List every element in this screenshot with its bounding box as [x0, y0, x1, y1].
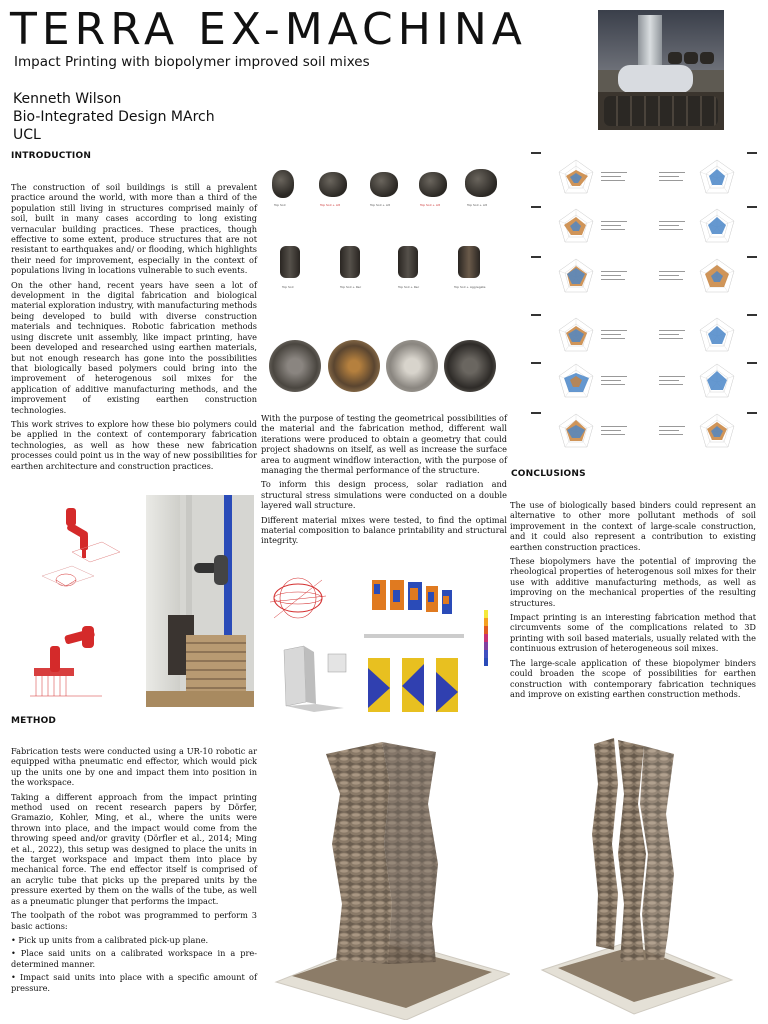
design-paragraph: To inform this design process, solar radiation and structural stress simulations were conducted on a double layered wall structure. — [261, 479, 507, 511]
sample-caption: Top Soil + Aggregate — [454, 285, 486, 289]
macro-photos-figure — [262, 336, 506, 394]
introduction-heading: INTRODUCTION — [11, 151, 92, 161]
radar-chart — [559, 160, 593, 193]
radar-charts-grid — [531, 150, 758, 454]
radar-chart — [559, 318, 593, 351]
header-photo-hands — [598, 10, 724, 130]
sample-caption: Top Soil + Rec — [398, 285, 420, 289]
macro-photo — [386, 340, 438, 392]
robot-diagrams — [22, 496, 142, 706]
robot-lab-photo — [146, 495, 254, 707]
soil-cylinder — [458, 246, 480, 278]
sample-caption: Top Soil — [274, 203, 286, 207]
design-paragraph: With the purpose of testing the geometrical possibilities of the material and the fabrication method, different wall iterations were produced to obtain a geometry that could project shadowns on itself, as well as increase the surface area to augment windflow interaction, with the purpose of managing the thermal performance of the structure. — [261, 413, 507, 476]
tall-wall-renders — [364, 634, 464, 712]
sample-caption: Top Soil + Alt — [320, 203, 340, 207]
soil-cylinder — [398, 246, 418, 278]
introduction-paragraph: On the other hand, recent years have seen a lot of development in the digital fabrication and biological material exploration industry, with manufacturing methods being developed to build with diverse construction materials and techniques. Robotic fabrication methods using discrete unit assembly, like impact printing, have been developed and researched using earthen materials, but not enough research has gone into the possibilities that biologically based polymers could bring into the improvement of heterogenous soil mixes for the application of additive manufacturing methods, and the improvement of existing earthen construction technologies. — [11, 279, 257, 415]
conclusions-paragraph: The use of biologically based binders could represent an alternative to other more pollutant methods of soil improvement in the context of large-scale construction, and it could also represent a contribution to existing earthen construction practices. — [510, 500, 756, 552]
method-paragraph: Fabrication tests were conducted using a UR-10 robotic ar equipped witha pneumatic end effector, which would pick up the units one by one and impact them into position in the workspace. — [11, 746, 257, 788]
institution-name: UCL — [13, 127, 41, 143]
conclusions-paragraph: Impact printing is an interesting fabrication method that circumvents some of the complications related to 3D printing with soil based materials, usually related with the continuous extrusion of heterogeneous soil mixes. — [510, 612, 756, 654]
sample-caption: Top Soil + Alt — [370, 203, 390, 207]
method-action-item: • Place said units on a calibrated workspace in a pre-determined manner. — [11, 948, 257, 969]
soil-sample — [319, 172, 347, 197]
method-text — [11, 746, 257, 996]
soil-samples-figure — [262, 160, 506, 290]
radar-chart — [559, 364, 593, 397]
method-actions-list — [11, 935, 257, 993]
macro-photo — [269, 340, 321, 392]
radar-chart — [700, 160, 734, 193]
wall-prototype-photo-2 — [514, 724, 764, 1020]
solar-path-diagram — [270, 578, 326, 618]
design-process-text — [261, 413, 507, 550]
introduction-text — [11, 182, 257, 475]
method-paragraph: The toolpath of the robot was programmed to perform 3 basic actions: — [11, 910, 257, 931]
design-paragraph: Different material mixes were tested, to find the optimal material composition to balance printability and structural integrity. — [261, 514, 507, 546]
radar-chart — [700, 259, 734, 292]
radar-chart — [559, 209, 593, 242]
radar-chart — [700, 364, 734, 397]
method-heading: METHOD — [11, 716, 57, 726]
sample-caption: Top Soil + Alt — [420, 203, 440, 207]
simulation-diagrams — [264, 568, 506, 714]
robot-diagram-svg — [22, 496, 142, 706]
radar-chart — [559, 414, 593, 447]
wall-model-render — [284, 646, 346, 712]
conclusions-text — [510, 500, 756, 703]
radar-charts — [531, 150, 758, 454]
introduction-paragraph: This work strives to explore how these bio polymers could be applied in the context of contemporary fabrication technologies, as well as how these new fabrication processes could point us in the way of new possibilities for earthen architecture and construction practices. — [11, 418, 257, 471]
sample-caption: Top Soil — [282, 285, 294, 289]
soil-sample — [370, 172, 398, 197]
macro-photo — [444, 340, 496, 392]
wall-prototype-render-1 — [266, 724, 510, 1020]
radar-chart — [700, 209, 734, 242]
conclusions-heading: CONCLUSIONS — [511, 469, 586, 479]
macro-photo — [328, 340, 380, 392]
stress-legend — [484, 610, 488, 666]
poster-subtitle: Impact Printing with biopolymer improved soil mixes — [14, 54, 370, 70]
sample-caption: Top Soil + Rec — [340, 285, 362, 289]
program-name: Bio-Integrated Design MArch — [13, 109, 215, 125]
wall-prototype-render-2 — [514, 724, 764, 1020]
author-name: Kenneth Wilson — [13, 91, 122, 107]
sample-caption: Top Soil + Alt — [467, 203, 487, 207]
radar-chart — [559, 259, 593, 292]
radar-chart — [700, 318, 734, 351]
method-action-item: • Pick up units from a calibrated pick-up plane. — [11, 934, 209, 945]
poster-title: TERRA EX-MACHINA — [10, 4, 527, 55]
wall-panels-stress — [372, 580, 452, 614]
radar-chart — [700, 414, 734, 447]
method-paragraph: Taking a different approach from the impact printing method used on recent research papers by Dörfer, Gramazio, Kohler, Ming, et al., where the units were thrown into place, and the impact would come from the throwing speed and/or gravity (Dörfler et al., 2014; Ming et al., 2022), this setup was designed to place the units in the target workspace and impact them into place by mechanical force. The end effector itself is comprised of an acrylic tube that picks up the prepared units by the pressure exerted by them on the walls of the tube, as well as a pneumatic plunger that performs the impact. — [11, 791, 257, 906]
robot-arm-bottom — [34, 626, 95, 676]
conclusions-paragraph: The large-scale application of these biopolymer binders could broaden the scope of possibilities for earthen construction with contemporary fabrication techniques and improve on existing earthen construction methods. — [510, 657, 756, 699]
wall-prototype-photo-1 — [266, 724, 510, 1020]
robot-arm-top — [66, 508, 89, 558]
soil-cylinder — [280, 246, 300, 278]
introduction-paragraph: The construction of soil buildings is still a prevalent practice around the world, with more than a third of the population still living in structures comprised mainly of soil, built in many cases according to long existing vernacular building practices. These practices, though effective to some extent, produce structures that are not resistant to earthquakes and/ or flooding, which highlights their need for improvement, especially in the context of populations living in locations vulnerable to such events. — [11, 182, 257, 276]
author-block — [13, 90, 215, 144]
method-action-item: • Impact said units into place with a specific amount of pressure. — [11, 972, 257, 993]
unit-diagram — [42, 566, 94, 586]
soil-sample — [419, 172, 447, 197]
conclusions-paragraph: These biopolymers have the potential of improving the rheological properties of heterogenous soil mixes for their use with additive manufacturing methods, as well as improving on the mechanical properties of the resulting structures. — [510, 556, 756, 608]
simulation-figure — [264, 568, 506, 714]
soil-sample — [272, 170, 294, 198]
soil-sample — [465, 169, 497, 197]
soil-cylinder — [340, 246, 360, 278]
